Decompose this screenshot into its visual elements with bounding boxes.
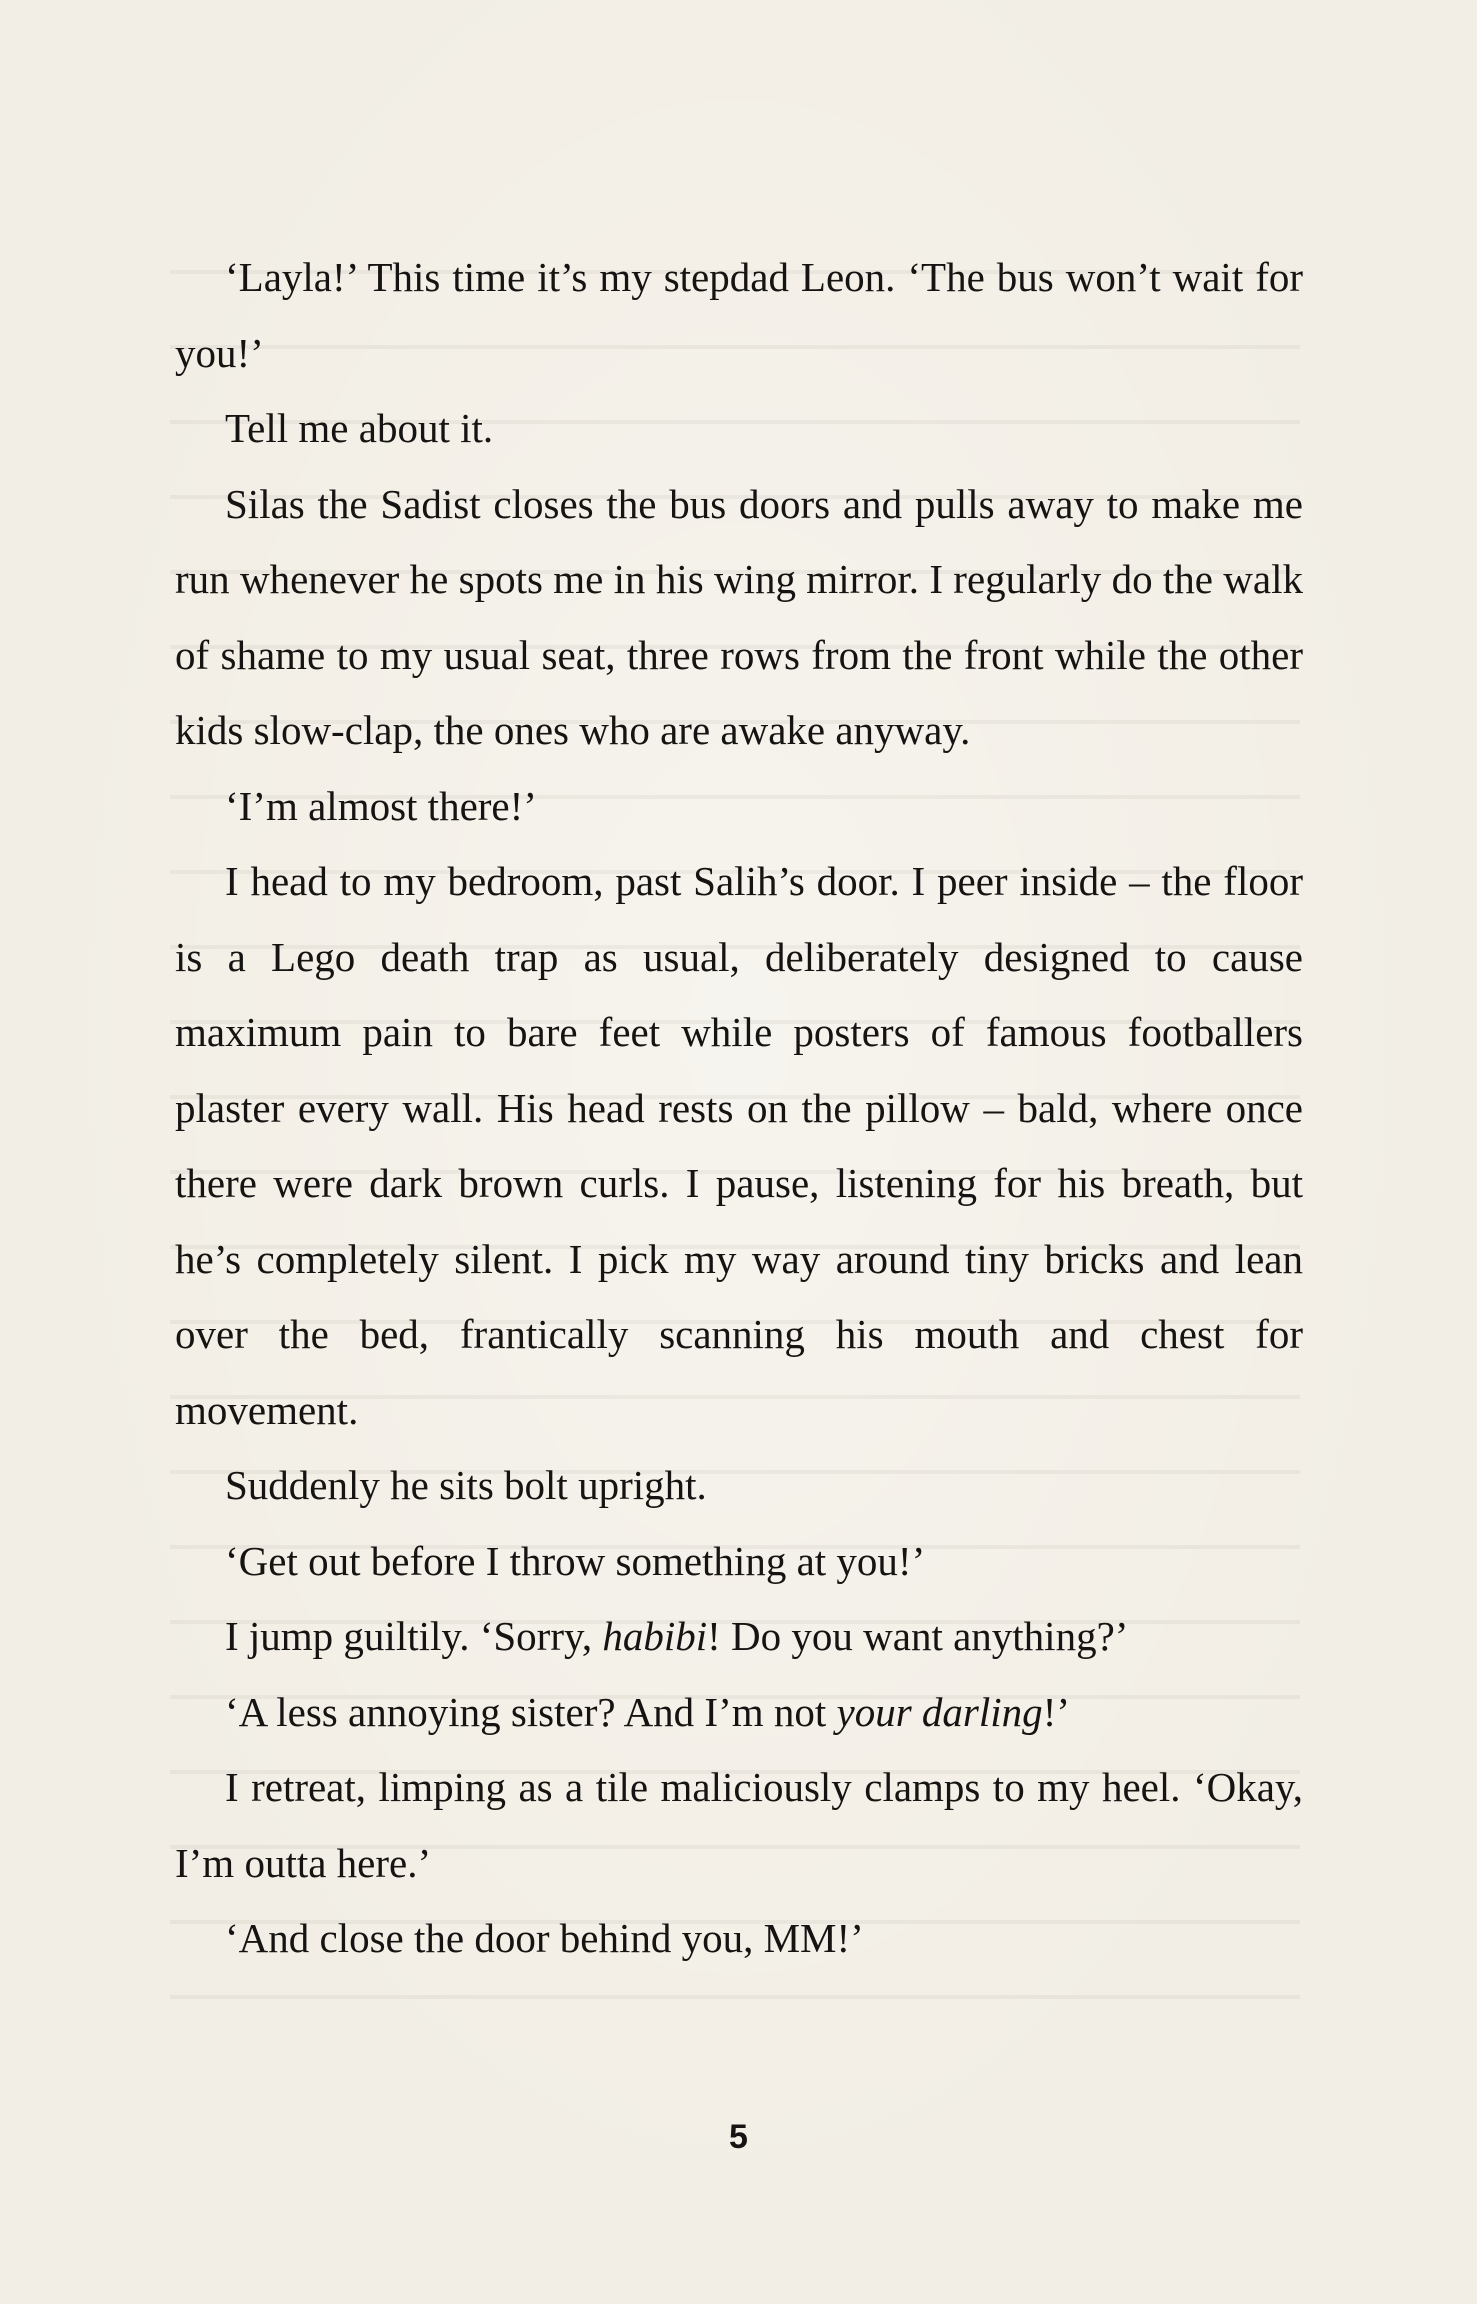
paragraph xyxy=(175,1675,1303,1751)
paragraph-text: ! Do you want anything?’ xyxy=(707,1613,1129,1659)
paragraph-text: I jump guiltily. ‘Sorry, xyxy=(225,1613,603,1659)
italic-word: habibi xyxy=(602,1613,708,1659)
paragraph: I retreat, limping as a tile maliciously clamps to my heel. ‘Okay, I’m outta here.’ xyxy=(175,1764,1303,1886)
paragraph-text: ‘A less annoying sister? And I’m not xyxy=(225,1688,837,1735)
paragraph: ‘And close the door behind you, MM!’ xyxy=(225,1915,864,1961)
paragraph: ‘Layla!’ This time it’s my stepdad Leon. ‘The bus won’t wait for you!’ xyxy=(175,254,1303,376)
paragraph xyxy=(175,1599,1303,1675)
paragraph: Silas the Sadist closes the bus doors and pulls away to make me run whenever he spots me in his wing mirror. I regularly do the walk of shame to my usual seat, three rows from the front while the other kids slow-clap, the ones who are awake anyway. xyxy=(175,480,1303,753)
body-text xyxy=(175,240,1303,1977)
page-number: 5 xyxy=(729,2118,748,2156)
paragraph: Suddenly he sits bolt upright. xyxy=(225,1462,707,1508)
paragraph-text: !’ xyxy=(1042,1688,1070,1735)
paragraph: ‘Get out before I throw something at you!’ xyxy=(225,1537,926,1584)
paragraph: I head to my bedroom, past Salih’s door. I peer inside – the floor is a Lego death trap as usual, deliberately designed to cause maximum pain to bare feet while posters of famous footballers plaster every wall. His head rests on the pillow – bald, where once there were dark brown curls. I pause, listening for his breath, but he’s completely silent. I pick my way around tiny bricks and lean over the bed, frantically scanning his mouth and chest for movement. xyxy=(175,858,1303,1433)
italic-phrase: your darling xyxy=(836,1688,1043,1735)
paragraph: Tell me about it. xyxy=(225,405,494,451)
paragraph: ‘I’m almost there!’ xyxy=(225,782,537,829)
